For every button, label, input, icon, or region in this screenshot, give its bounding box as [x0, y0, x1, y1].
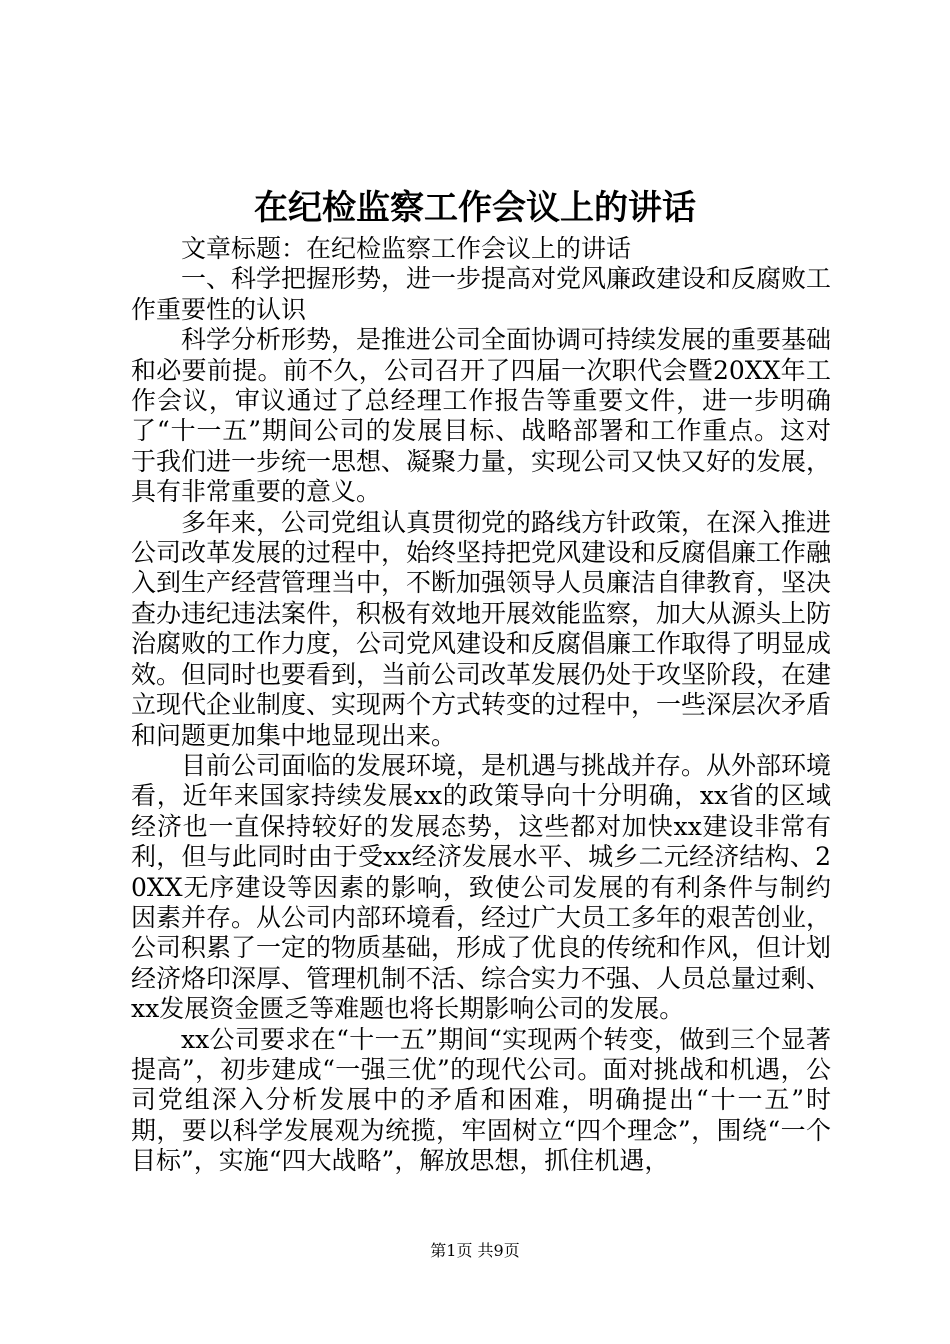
paragraph-article-title: 文章标题：在纪检监察工作会议上的讲话: [181, 234, 632, 263]
paragraph: 科学分析形势，是推进公司全面协调可持续发展的重要基础和必要前提。前不久，公司召开了四届一次职代会暨20XX年工作会议，审议通过了总经理工作报告等重要文件，进一步明确了“十一五”期间公司的发展目标、战略部署和工作重点。这对于我们进一步统一思想、凝聚力量，实现公司又快又好的发展，具有非常重要的意义。: [131, 325, 832, 507]
paragraph: 目前公司面临的发展环境，是机遇与挑战并存。从外部环境看，近年来国家持续发展xx的政策导向十分明确，xx省的区域经济也一直保持较好的发展态势，这些都对加快xx建设非常有利，但与此同时由于受xx经济发展水平、城乡二元经济结构、20XX无序建设等因素的影响，致使公司发展的有利条件与制约因素并存。从公司内部环境看，经过广大员工多年的艰苦创业，公司积累了一定的物质基础，形成了优良的传统和作风，但计划经济烙印深厚、管理机制不活、综合实力不强、人员总量过剩、xx发展资金匮乏等难题也将长期影响公司的发展。: [131, 750, 832, 1024]
paragraph-section-heading: 一、科学把握形势，进一步提高对党风廉政建设和反腐败工作重要性的认识: [131, 264, 832, 324]
paragraph: xx公司要求在“十一五”期间“实现两个转变，做到三个显著提高”，初步建成“一强三优”的现代公司。面对挑战和机遇，公司党组深入分析发展中的矛盾和困难，明确提出“十一五”时期，要以科学发展观为统揽，牢固树立“四个理念”，围绕“一个目标”，实施“四大战略”，解放思想，抓住机遇，: [131, 1024, 831, 1176]
document-body: [131, 234, 831, 1177]
document-title: 在纪检监察工作会议上的讲话: [254, 188, 696, 228]
page-footer: 第1页 共9页: [430, 1241, 520, 1260]
paragraph: 多年来，公司党组认真贯彻党的路线方针政策，在深入推进公司改革发展的过程中，始终坚持把党风建设和反腐倡廉工作融入到生产经营管理当中，不断加强领导人员廉洁自律教育，坚决查办违纪违法案件，积极有效地开展效能监察，加大从源头上防治腐败的工作力度，公司党风建设和反腐倡廉工作取得了明显成效。但同时也要看到，当前公司改革发展仍处于攻坚阶段，在建立现代企业制度、实现两个方式转变的过程中，一些深层次矛盾和问题更加集中地显现出来。: [131, 507, 832, 750]
